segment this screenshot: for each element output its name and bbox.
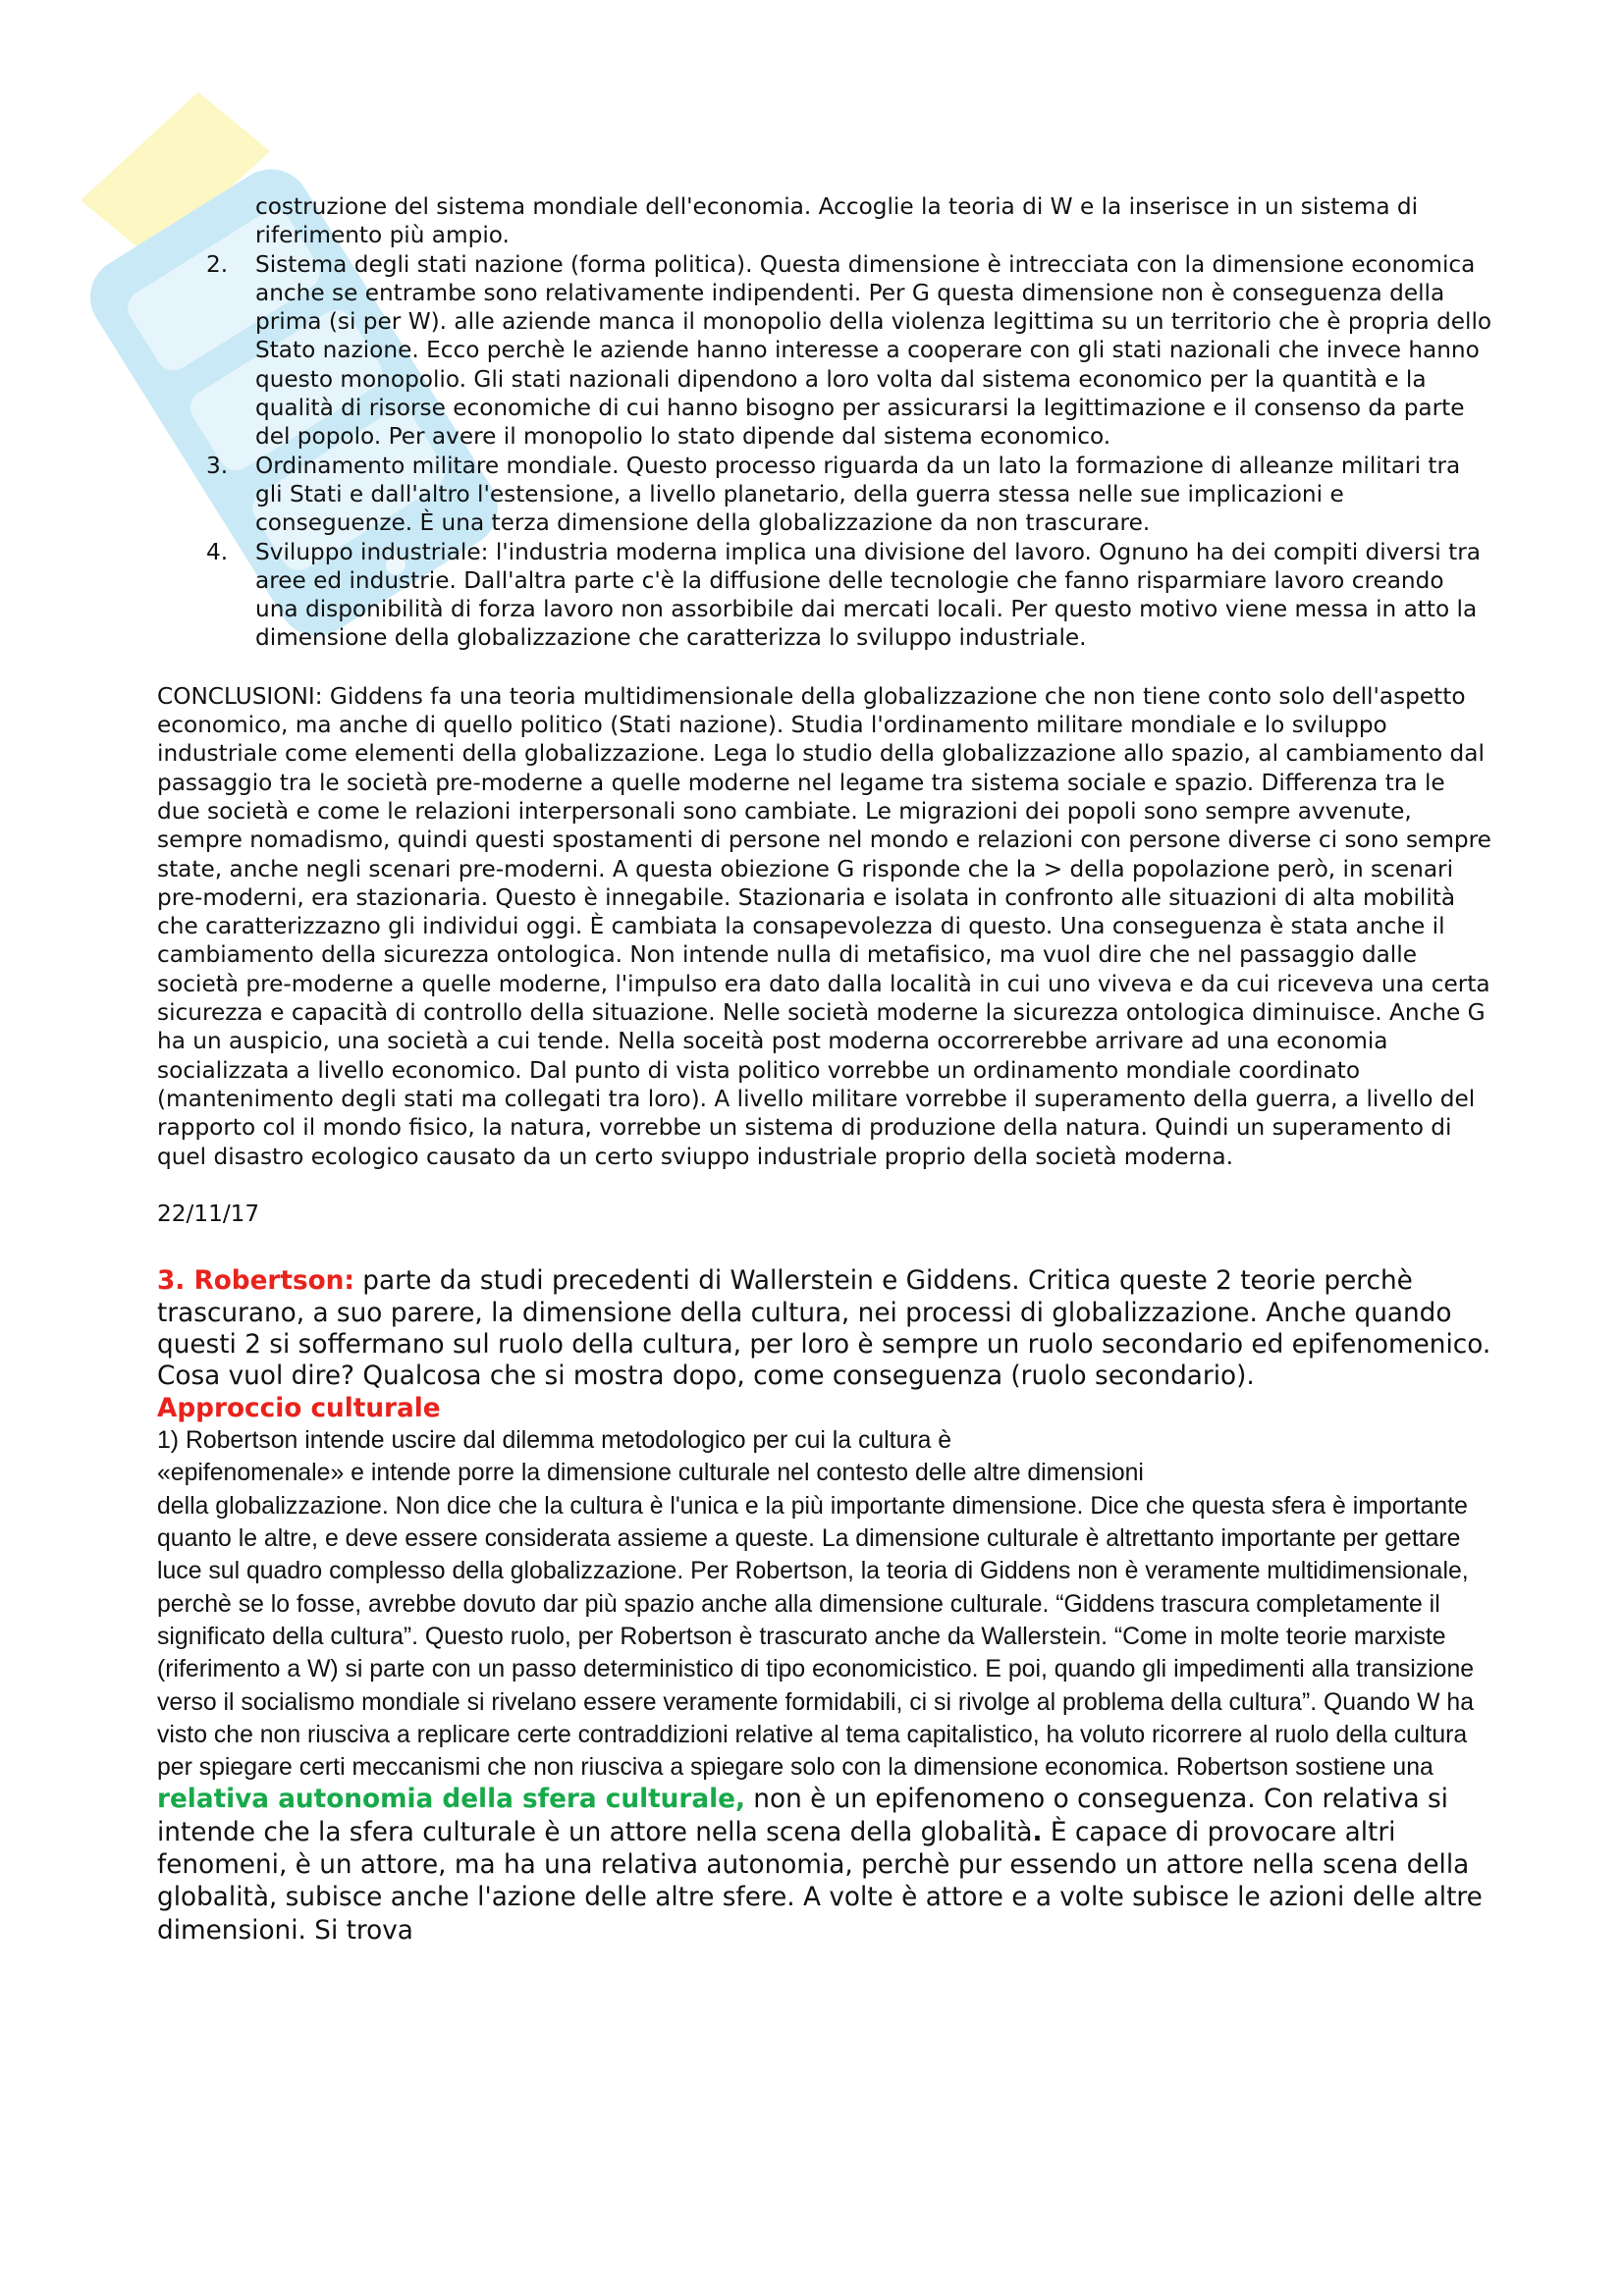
conclusioni-paragraph: CONCLUSIONI: Giddens fa una teoria multidimensionale della globalizzazione che non tiene conto solo dell'aspetto economico, ma anche di quello politico (Stati nazione). Studia l'ordinamento militare mondiale e lo sviluppo industriale come elementi della globalizzazione. Lega lo studio della globalizzazione allo spazio, al cambiamento dal passaggio tra le società pre-moderne a quelle moderne nel legame tra sistema sociale e spazio. Differenza tra le due società e come le relazioni interpersonali sono cambiate. Le migrazioni dei popoli sono sempre avvenute, sempre nomadismo, quindi questi spostamenti di persone nel mondo e relazioni con persone diverse ci sono sempre state, anche negli scenari pre-moderni. A questa obiezione G risponde che la > della popolazione però, in scenari pre-moderni, era stazionaria. Questo è innegabile. Stazionaria e isolata in confronto alle situazioni di alta mobilità che caratterizzazno gli individui oggi. È cambiata la consapevolezza di questo. Una conseguenza è stata anche il cambiamento della sicurezza ontologica. Non intende nulla di metafisico, ma vuol dire che nel passaggio dalle società pre-moderne a quelle moderne, l'impulso era dato dalla località in cui uno viveva e da cui riceveva una certa sicurezza e capacità di controllo della situazione. Nelle società moderne la sicurezza ontologica diminuisce. Anche G ha un auspicio, una società a cui tende. Nella soceità post moderna occorrerebbe arrivare ad una economia socializzata a livello economico. Dal punto di vista politico vorrebbe un ordinamento mondiale coordinato (mantenimento degli stati ma collegati tra loro). A livello militare vorrebbe il superamento della guerra, a livello del rapporto col il mondo fisico, la natura, vorrebbe un sistema di produzione della natura. Quindi un superamento di quel disastro ecologico causato da un certo sviuppo industriale proprio della società moderna. — [157, 682, 1491, 1170]
bold-period: . — [1032, 1817, 1043, 1847]
approccio-culturale-heading: Approccio culturale — [157, 1393, 441, 1423]
list-item-text: Ordinamento militare mondiale. Questo processo riguarda da un lato la formazione di alleanze militari tra gli Stati e dall'altro l'estensione, a livello planetario, della guerra stessa nelle sue implicazioni e conseguenze. È una terza dimensione della globalizzazione da non trascurare. — [255, 452, 1461, 537]
paragraph-tail: È capace di provocare altri fenomeni, è un attore, ma ha una relativa autonomia, perchè pur essendo un attore nella scena della globalità, subisce anche l'azione delle altre sfere. A volte è attore e a volte subisce le azioni delle altre dimensioni. Si trova — [157, 1817, 1483, 1946]
list-item-4 — [157, 538, 1492, 653]
paragraph-line: 1) Robertson intende uscire dal dilemma metodologico per cui la cultura è — [157, 1427, 952, 1455]
list-item-number: 4. — [206, 538, 229, 565]
robertson-intro-paragraph — [157, 1265, 1492, 1393]
paragraph-body: della globalizzazione. Non dice che la cultura è l'unica e la più importante dimensione. Dice che questa sfera è importante quanto le altre, e deve essere considerata assieme a queste. La dimensione culturale è altrettanto importante per gettare luce sul quadro complesso della globalizzazione. Per Robertson, la teoria di Giddens non è veramente multidimensionale, perchè se lo fosse, avrebbe dovuto dar più spazio anche alla dimensione culturale. “Giddens trascura completamente il significato della cultura”. Questo ruolo, per Robertson è trascurato anche da Wallerstein. “Come in molte teorie marxiste (riferimento a W) si parte con un passo deterministico di tipo economicistico. E poi, quando gli impedimenti alla transizione verso il socialismo mondiale si rivelano essere veramente formidabili, ci si rivolge al problema della cultura”. Quando W ha visto che non riusciva a replicare certe contraddizioni relative al tema capitalistico, ha voluto ricorrere al ruolo della cultura per spiegare certi meccanismi che non riusciva a spiegare solo con la dimensione economica. Robertson sostiene una — [157, 1492, 1475, 1782]
section-intro-text: parte da studi precedenti di Wallerstein e Giddens. Critica queste 2 teorie perchè trascurano, a suo parere, la dimensione della cultura, nei processi di globalizzazione. Anche quando questi 2 si soffermano sul ruolo della cultura, per loro è sempre un ruolo secondario ed epifenomenico. Cosa vuol dire? Qualcosa che si mostra dopo, come conseguenza (ruolo secondario). — [157, 1266, 1491, 1392]
list-item-number: 2. — [206, 250, 229, 278]
list-item-number: 3. — [206, 452, 229, 479]
paragraph-after-highlight: non è un epifenomeno o conseguenza. Con relativa si intende che la sfera culturale è un attore nella scena della globalità — [157, 1785, 1448, 1847]
list-item-text: Sistema degli stati nazione (forma politica). Questa dimensione è intrecciata con la dimensione economica anche se entrambe sono relativamente indipendenti. Per G questa dimensione non è conseguenza della prima (si per W). alle aziende manca il monopolio della violenza legittima su un territorio che è propria dello Stato nazione. Ecco perchè le aziende hanno interesse a cooperare con gli stati nazionali che invece hanno questo monopolio. Gli stati nazionali dipendono a loro volta dal sistema economico per la quantità e la qualità di risorse economiche di cui hanno bisogno per assicurarsi la legittimazione e il consenso da parte del popolo. Per avere il monopolio lo stato dipende dal sistema economico. — [255, 250, 1492, 451]
highlighted-phrase: relativa autonomia della sfera culturale, — [157, 1785, 745, 1815]
approccio-paragraph — [157, 1424, 1492, 1948]
paragraph-line: «epifenomenale» e intende porre la dimensione culturale nel contesto delle altre dimensioni — [157, 1460, 1144, 1487]
list-item-text: Sviluppo industriale: l'industria moderna implica una divisione del lavoro. Ognuno ha dei compiti diversi tra aree ed industrie. Dall'altra parte c'è la diffusione delle tecnologie che fanno risparmiare lavoro creando una disponibilità di forza lavoro non assorbibile dai mercati locali. Per questo motivo viene messa in atto la dimensione della globalizzazione che caratterizza lo sviluppo industriale. — [255, 538, 1481, 652]
list-item-3 — [157, 452, 1492, 538]
list-intro-continuation: costruzione del sistema mondiale dell'economia. Accoglie la teoria di W e la inserisce in un sistema di riferimento più ampio. — [255, 193, 1419, 249]
section-heading: 3. Robertson: — [157, 1266, 354, 1297]
lecture-date: 22/11/17 — [157, 1200, 260, 1227]
document-body — [157, 192, 1492, 1948]
list-item-2 — [157, 250, 1492, 452]
